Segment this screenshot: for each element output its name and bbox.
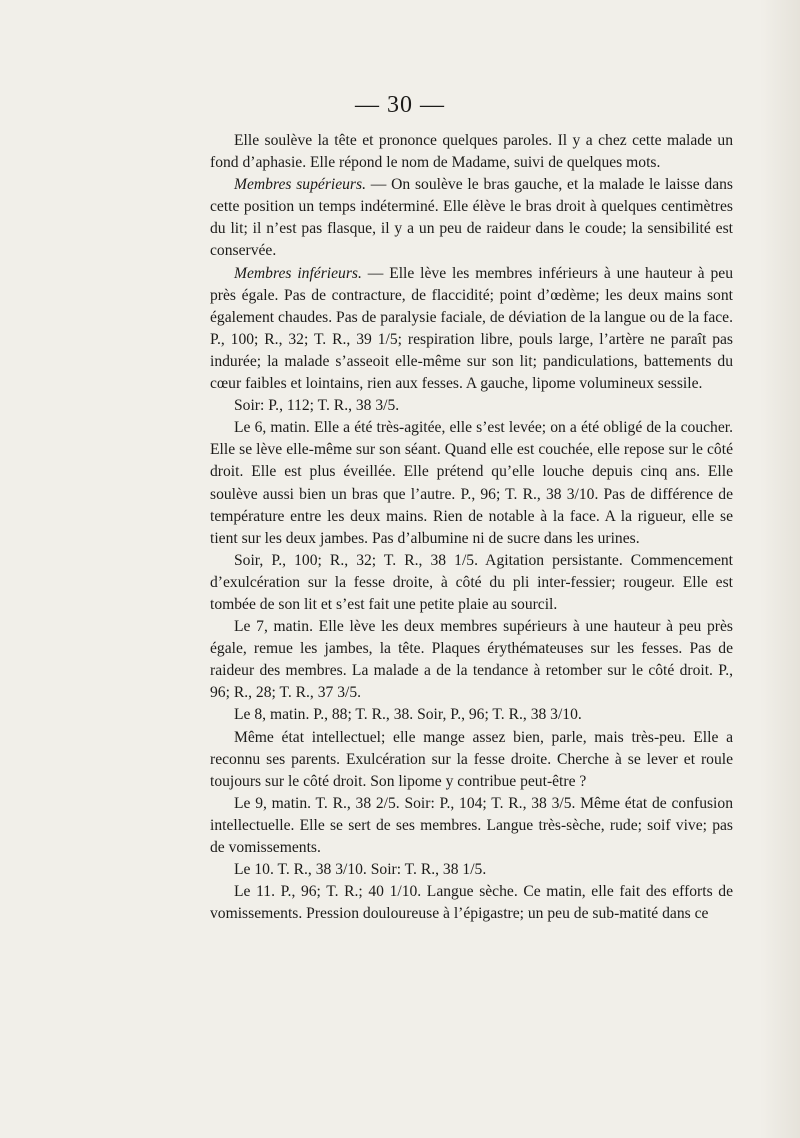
paragraph-text: — On soulève le bras gauche, et la malade le laisse dans cette position un temps indéterminé. Elle élève le bras droit à quelques centimètres du lit; il n’est pas flasque, il y a un peu de raideur dans le coude; la sensibilité est conservée. <box>210 176 733 260</box>
section-heading: Membres inférieurs. <box>234 264 362 282</box>
section-heading: Membres supérieurs. <box>234 176 366 194</box>
paragraph-text: Le 7, matin. Elle lève les deux membres supérieurs à une hauteur à peu près égale, remue les jambes, la tête. Plaques érythémateuses sur les fesses. Pas de raideur des membres. La malade a de la tendance à retomber sur le côté droit. P., 96; R., 28; T. R., 37 3/5. <box>210 618 733 702</box>
paragraph-text: Le 10. T. R., 38 3/10. Soir: T. R., 38 1/5. <box>234 861 487 879</box>
paragraph-membres-inferieurs <box>210 263 733 396</box>
paragraph-soir <box>210 395 733 417</box>
paragraph-text: Le 11. P., 96; T. R.; 40 1/10. Langue sèche. Ce matin, elle fait des efforts de vomissements. Pression douloureuse à l’épigastre; un peu de sub-matité dans ce <box>210 883 733 923</box>
paragraph-text: Soir, P., 100; R., 32; T. R., 38 1/5. Agitation persistante. Commencement d’exulcération sur la fesse droite, à côté du pli inter-fessier; rougeur. Elle est tombée de son lit et s’est fait une petite plaie au sourcil. <box>210 551 733 613</box>
paragraph-text: Le 9, matin. T. R., 38 2/5. Soir: P., 104; T. R., 38 3/5. Même état de confusion intellectuelle. Elle se sert de ses membres. Langue très-sèche, rude; soif vive; pas de vomissements. <box>210 794 733 856</box>
paragraph-le-6 <box>210 417 733 550</box>
page-edge-shadow <box>760 0 800 1138</box>
paragraph-le-8 <box>210 704 733 726</box>
paragraph-text: — Elle lève les membres inférieurs à une hauteur à peu près égale. Pas de contracture, de flaccidité; point d’œdème; les deux mains sont également chaudes. Pas de paralysie faciale, de déviation de la langue ou de la face. P., 100; R., 32; T. R., 39 1/5; respiration libre, pouls large, l’artère ne paraît pas indurée; la malade s’asseoit elle-même sur son lit; pandiculations, battements du cœur faibles et lointains, rien aux fesses. A gauche, lipome volumineux sessile. <box>210 264 733 393</box>
paragraph-text: Soir: P., 112; T. R., 38 3/5. <box>234 397 400 415</box>
paragraph-text: Même état intellectuel; elle mange assez bien, parle, mais très-peu. Elle a reconnu ses parents. Exulcération sur la fesse droite. Cherche à se lever et roule toujours sur le côté droit. Son lipome y contribue peut-être ? <box>210 728 733 790</box>
paragraph-intro <box>210 130 733 174</box>
page-number: — 30 — <box>355 92 445 118</box>
paragraph-text: Le 8, matin. P., 88; T. R., 38. Soir, P., 96; T. R., 38 3/10. <box>234 706 582 724</box>
body-text <box>210 130 733 925</box>
paragraph-text: Elle soulève la tête et prononce quelques paroles. Il y a chez cette malade un fond d’aphasie. Elle répond le nom de Madame, suivi de quelques mots. <box>210 132 733 172</box>
paragraph-le-9 <box>210 793 733 859</box>
paragraph-le-11 <box>210 881 733 925</box>
paragraph-membres-superieurs <box>210 174 733 262</box>
paragraph-le-7 <box>210 616 733 704</box>
paragraph-le-10 <box>210 859 733 881</box>
paragraph-text: Le 6, matin. Elle a été très-agitée, elle s’est levée; on a été obligé de la coucher. Elle se lève elle-même sur son séant. Quand elle est couchée, elle repose sur le côté droit. Elle est plus éveillée. Elle prétend qu’elle louche depuis cinq ans. Elle soulève aussi bien un bras que l’autre. P., 96; T. R., 38 3/10. Pas de différence de température entre les deux mains. Rien de notable à la face. A la rigueur, elle se tient sur les deux jambes. Pas d’albumine ni de sucre dans les urines. <box>210 419 733 547</box>
paragraph-soir-6 <box>210 550 733 616</box>
paragraph-meme-etat <box>210 727 733 793</box>
